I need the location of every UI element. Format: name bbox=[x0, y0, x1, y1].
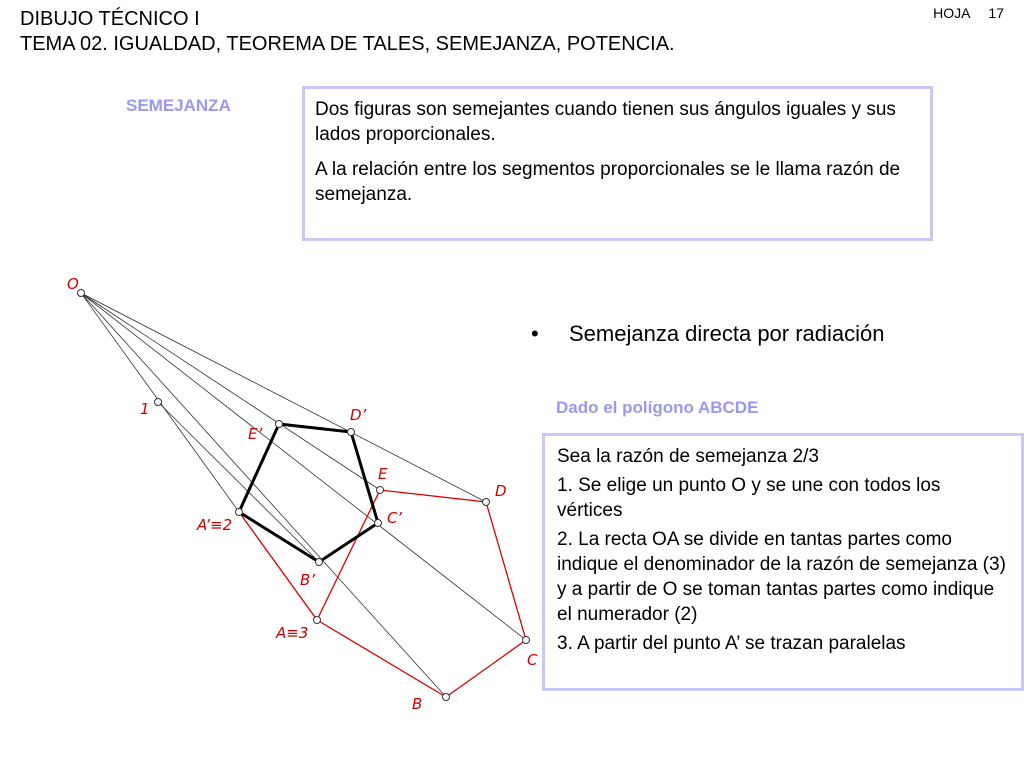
point-a-prime bbox=[236, 509, 243, 516]
label-e-prime: E’ bbox=[248, 425, 263, 443]
step-1: 1. Se elige un punto O y se une con todos los vértices bbox=[557, 475, 941, 521]
label-e: E bbox=[378, 465, 388, 483]
label-a: A≡3 bbox=[276, 624, 309, 642]
label-d: D bbox=[495, 482, 507, 500]
point-1 bbox=[155, 399, 162, 406]
point-d bbox=[483, 499, 490, 506]
course-title: DIBUJO TÉCNICO I bbox=[20, 8, 200, 30]
point-b bbox=[443, 694, 450, 701]
bullet-text: Semejanza directa por radiación bbox=[569, 321, 885, 346]
original-polygon bbox=[317, 490, 526, 697]
definition-paragraph-2: A la relación entre los segmentos proporcionales se le llama razón de semejanza. bbox=[315, 159, 901, 205]
label-c: C bbox=[527, 651, 538, 669]
ray-oe bbox=[81, 293, 380, 490]
point-e-prime bbox=[276, 421, 283, 428]
bullet-dot: • bbox=[531, 321, 539, 346]
point-c bbox=[523, 637, 530, 644]
step-intro: Sea la razón de semejanza 2/3 bbox=[557, 446, 819, 467]
label-o: O bbox=[67, 275, 79, 293]
label-d-prime: D’ bbox=[350, 406, 367, 424]
point-e bbox=[377, 487, 384, 494]
topic-title: TEMA 02. IGUALDAD, TEOREMA DE TALES, SEMEJANZA, POTENCIA. bbox=[20, 33, 675, 55]
label-b: B bbox=[412, 695, 423, 713]
division-line-2 bbox=[239, 512, 317, 620]
label-b-prime: B’ bbox=[300, 571, 316, 589]
section-label: SEMEJANZA bbox=[126, 96, 231, 115]
label-1: 1 bbox=[140, 400, 150, 418]
vertex-labels bbox=[67, 275, 538, 713]
sheet-label: HOJA bbox=[933, 5, 971, 21]
ray-od bbox=[81, 293, 486, 502]
definition-paragraph-1: Dos figuras son semejantes cuando tienen sus ángulos iguales y sus lados proporcionales. bbox=[315, 99, 896, 145]
subtitle: Dado el polígono ABCDE bbox=[556, 398, 759, 417]
step-3: 3. A partir del punto A’ se trazan paralelas bbox=[557, 633, 906, 654]
point-b-prime bbox=[316, 559, 323, 566]
sheet-value: 17 bbox=[988, 5, 1004, 21]
label-c-prime: C’ bbox=[387, 509, 402, 527]
point-c-prime bbox=[375, 520, 382, 527]
point-d-prime bbox=[348, 429, 355, 436]
step-2: 2. La recta OA se divide en tantas partes como indique el denominador de la razón de semejanza (3) y a partir de O se toman tantas partes como indique el numerador (2) bbox=[557, 529, 1006, 625]
ray-ob bbox=[81, 293, 446, 697]
point-a bbox=[314, 617, 321, 624]
label-a-prime: A’≡2 bbox=[197, 516, 233, 534]
